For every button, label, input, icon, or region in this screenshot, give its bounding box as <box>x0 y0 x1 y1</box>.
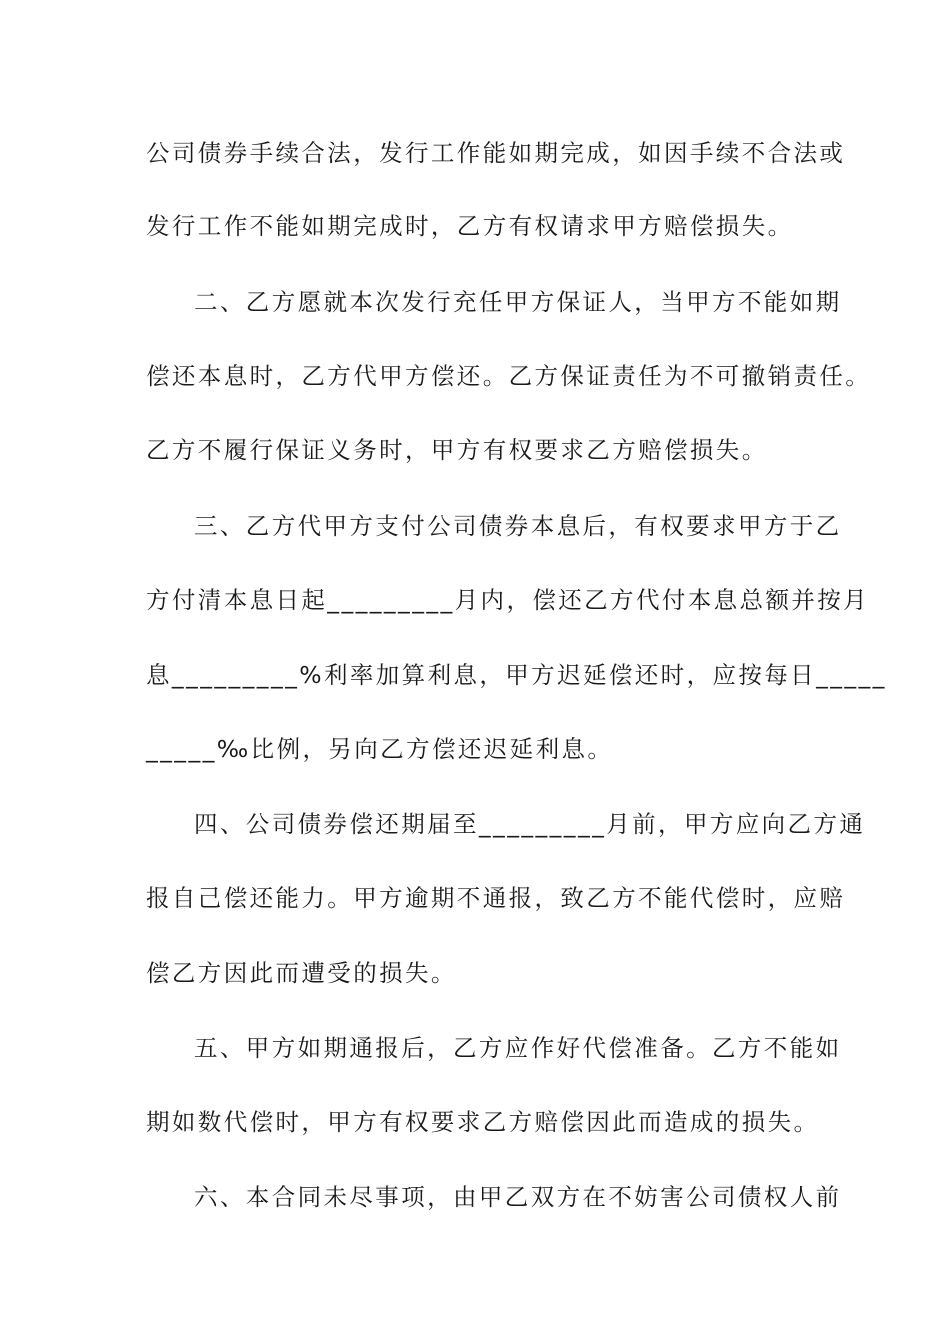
clause-2-start: 二、乙方愿就本次发行充任甲方保证人，当甲方不能如期 <box>194 288 842 316</box>
text-line: 乙方不履行保证义务时，甲方有权要求乙方赔偿损失。 <box>146 436 768 464</box>
clause-6-start: 六、本合同未尽事项，由甲乙双方在不妨害公司债权人前 <box>194 1183 842 1211</box>
text-line: 期如数代偿时，甲方有权要求乙方赔偿因此而造成的损失。 <box>146 1108 820 1136</box>
clause-3-start: 三、乙方代甲方支付公司债券本息后，有权要求甲方于乙 <box>194 512 842 540</box>
text-line: 公司债券手续合法，发行工作能如期完成，如因手续不合法或 <box>146 139 846 167</box>
clause-5-start: 五、甲方如期通报后，乙方应作好代偿准备。乙方不能如 <box>194 1034 842 1062</box>
text-line: 偿还本息时，乙方代甲方偿还。乙方保证责任为不可撤销责任。 <box>146 362 872 390</box>
text-line: 偿乙方因此而遭受的损失。 <box>146 959 457 987</box>
text-line: 发行工作不能如期完成时，乙方有权请求甲方赔偿损失。 <box>146 212 794 240</box>
clause-4-start: 四、公司债券偿还期届至_________月前，甲方应向乙方通 <box>194 810 866 838</box>
text-line: 息_________%利率加算利息，甲方迟延偿还时，应按每日_____ <box>146 661 887 689</box>
text-line: 方付清本息日起_________月内，偿还乙方代付本息总额并按月 <box>146 586 870 614</box>
text-line: _____‰比例，另向乙方偿还迟延利息。 <box>146 735 614 763</box>
text-line: 报自己偿还能力。甲方逾期不通报，致乙方不能代偿时，应赔 <box>146 884 846 912</box>
